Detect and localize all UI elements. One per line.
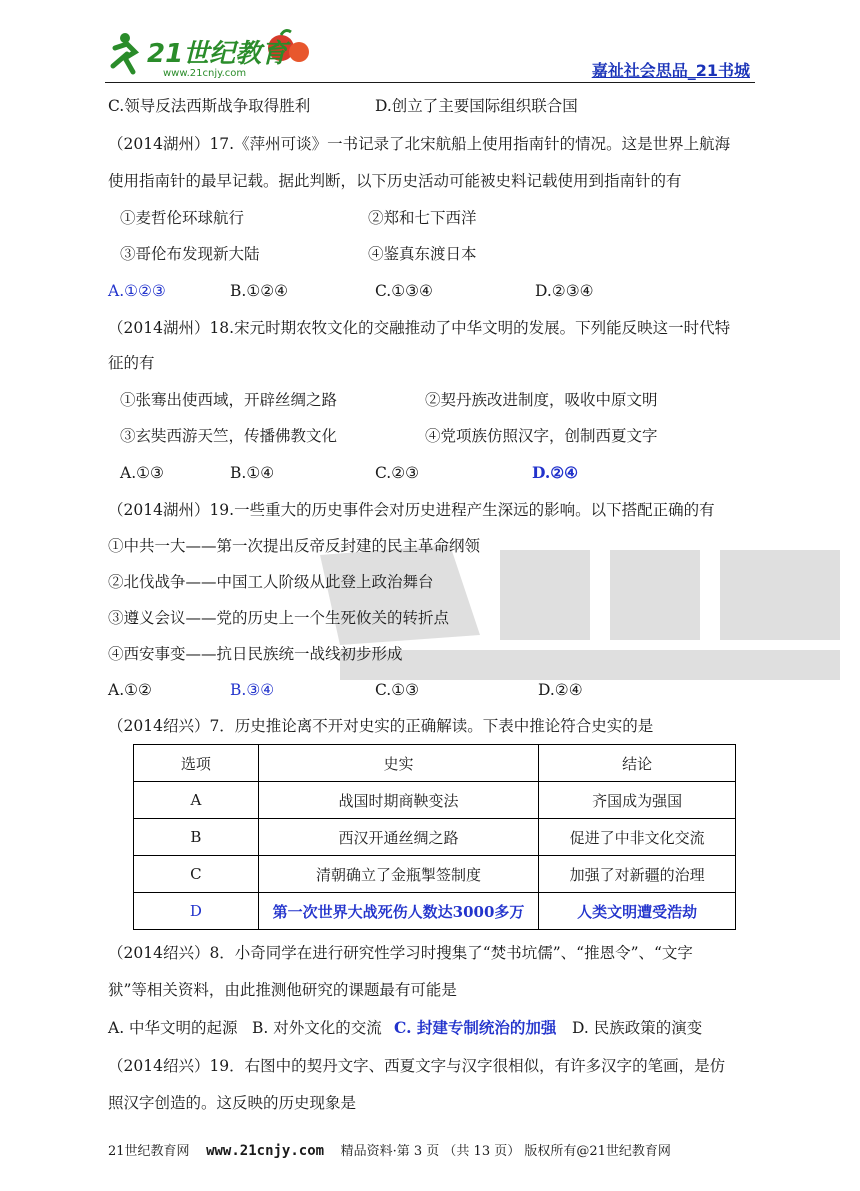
q19s-stem: （2014绍兴）19．右图中的契丹文字、西夏文字与汉字很相似，有许多汉字的笔画，是仿 <box>108 1057 726 1075</box>
q19-choice-a: A.①② <box>108 681 152 699</box>
table-cell: 人类文明遭受浩劫 <box>539 893 736 930</box>
table-cell: 战国时期商鞅变法 <box>258 782 539 819</box>
q18-stem: （2014湖州）18.宋元时期农牧文化的交融推动了中华文明的发展。下列能反映这一时代特 <box>108 319 731 337</box>
q19-choice-d: D.②④ <box>538 681 583 699</box>
q18-choice-b: B.①④ <box>230 464 275 482</box>
q8-stem: （2014绍兴）8．小奇同学在进行研究性学习时搜集了“焚书坑儒”、“推恩令”、“文字 <box>108 944 693 962</box>
table-row-answer <box>134 893 736 930</box>
table-header-cell: 选项 <box>134 745 259 782</box>
table-cell: 促进了中非文化交流 <box>539 819 736 856</box>
table-cell: B <box>134 819 259 856</box>
q19-opt4: ④西安事变——抗日民族统一战线初步形成 <box>108 645 403 663</box>
page-footer <box>108 1140 671 1159</box>
table-row <box>134 782 736 819</box>
q18-opt3: ③玄奘西游天竺，传播佛教文化 <box>120 427 338 445</box>
footer-site-link[interactable]: www.21cnjy.com <box>206 1143 325 1159</box>
table-row <box>134 856 736 893</box>
q8-choice-b: B. 对外文化的交流 <box>252 1019 382 1037</box>
q17-choice-a: A.①②③ <box>108 282 166 300</box>
table-cell: D <box>134 893 259 930</box>
runner-icon <box>113 33 135 72</box>
q19-choice-c: C.①③ <box>375 681 420 699</box>
table-cell: 清朝确立了金瓶掣签制度 <box>258 856 539 893</box>
logo-text: 21世纪教育 <box>147 39 288 69</box>
header-divider <box>105 82 755 83</box>
q18-stem-cont: 征的有 <box>108 354 155 372</box>
table-cell: A <box>134 782 259 819</box>
q18-opt2: ②契丹族改进制度，吸收中原文明 <box>425 391 658 409</box>
q18-choice-d: D.②④ <box>532 463 579 482</box>
site-logo <box>105 28 315 80</box>
q17-stem: （2014湖州）17.《萍州可谈》一书记录了北宋航船上使用指南针的情况。这是世界上航海 <box>108 135 731 153</box>
q8-choice-c: C. 封建专制统治的加强 <box>394 1018 557 1037</box>
table-cell: 齐国成为强国 <box>539 782 736 819</box>
q18-opt1: ①张骞出使西域，开辟丝绸之路 <box>120 391 338 409</box>
q17-choice-d: D.②③④ <box>535 282 594 300</box>
table-row <box>134 819 736 856</box>
option-d-line: D.创立了主要国际组织联合国 <box>375 97 578 115</box>
footer-right: 精品资料·第 3 页 （共 13 页） 版权所有@21世纪教育网 <box>340 1144 671 1159</box>
table-cell: C <box>134 856 259 893</box>
table-header-cell: 结论 <box>539 745 736 782</box>
history-table <box>133 744 736 930</box>
q8-stem-cont: 狱”等相关资料，由此推测他研究的课题最有可能是 <box>108 981 457 999</box>
footer-left: 21世纪教育网 <box>108 1144 190 1159</box>
q18-choice-c: C.②③ <box>375 464 420 482</box>
q19-opt2: ②北伐战争——中国工人阶级从此登上政治舞台 <box>108 573 434 591</box>
q17-choice-c: C.①③④ <box>375 282 433 300</box>
q19-opt1: ①中共一大——第一次提出反帝反封建的民主革命纲领 <box>108 537 481 555</box>
header-site-link[interactable]: 嘉祉社会思品_21书城 <box>591 61 750 80</box>
q17-opt3: ③哥伦布发现新大陆 <box>120 245 260 263</box>
logo-url: www.21cnjy.com <box>163 68 247 79</box>
q17-stem-cont: 使用指南针的最早记载。据此判断，以下历史活动可能被史料记载使用到指南针的有 <box>108 172 682 190</box>
table-header-cell: 史实 <box>258 745 539 782</box>
q19-opt3: ③遵义会议——党的历史上一个生死攸关的转折点 <box>108 609 450 627</box>
table-cell: 加强了对新疆的治理 <box>539 856 736 893</box>
q19-choice-b: B.③④ <box>230 681 275 699</box>
q19s-stem-cont: 照汉字创造的。这反映的历史现象是 <box>108 1094 357 1112</box>
table-header-row <box>134 745 736 782</box>
q18-opt4: ④党项族仿照汉字，创制西夏文字 <box>425 427 658 445</box>
q17-choice-b: B.①②④ <box>230 282 289 300</box>
q17-opt4: ④鉴真东渡日本 <box>368 245 477 263</box>
q7-stem: （2014绍兴）7．历史推论离不开对史实的正确解读。下表中推论符合史实的是 <box>108 717 654 735</box>
table-cell: 西汉开通丝绸之路 <box>258 819 539 856</box>
q17-opt2: ②郑和七下西洋 <box>368 209 477 227</box>
q18-choice-a: A.①③ <box>120 464 164 482</box>
table-cell: 第一次世界大战死伤人数达3000多万 <box>258 893 539 930</box>
q8-choice-d: D. 民族政策的演变 <box>572 1019 703 1037</box>
option-c-line: C.领导反法西斯战争取得胜利 <box>108 97 311 115</box>
q19-stem: （2014湖州）19.一些重大的历史事件会对历史进程产生深远的影响。以下搭配正确的有 <box>108 501 715 519</box>
q8-choice-a: A. 中华文明的起源 <box>108 1019 238 1037</box>
q17-opt1: ①麦哲伦环球航行 <box>120 209 245 227</box>
